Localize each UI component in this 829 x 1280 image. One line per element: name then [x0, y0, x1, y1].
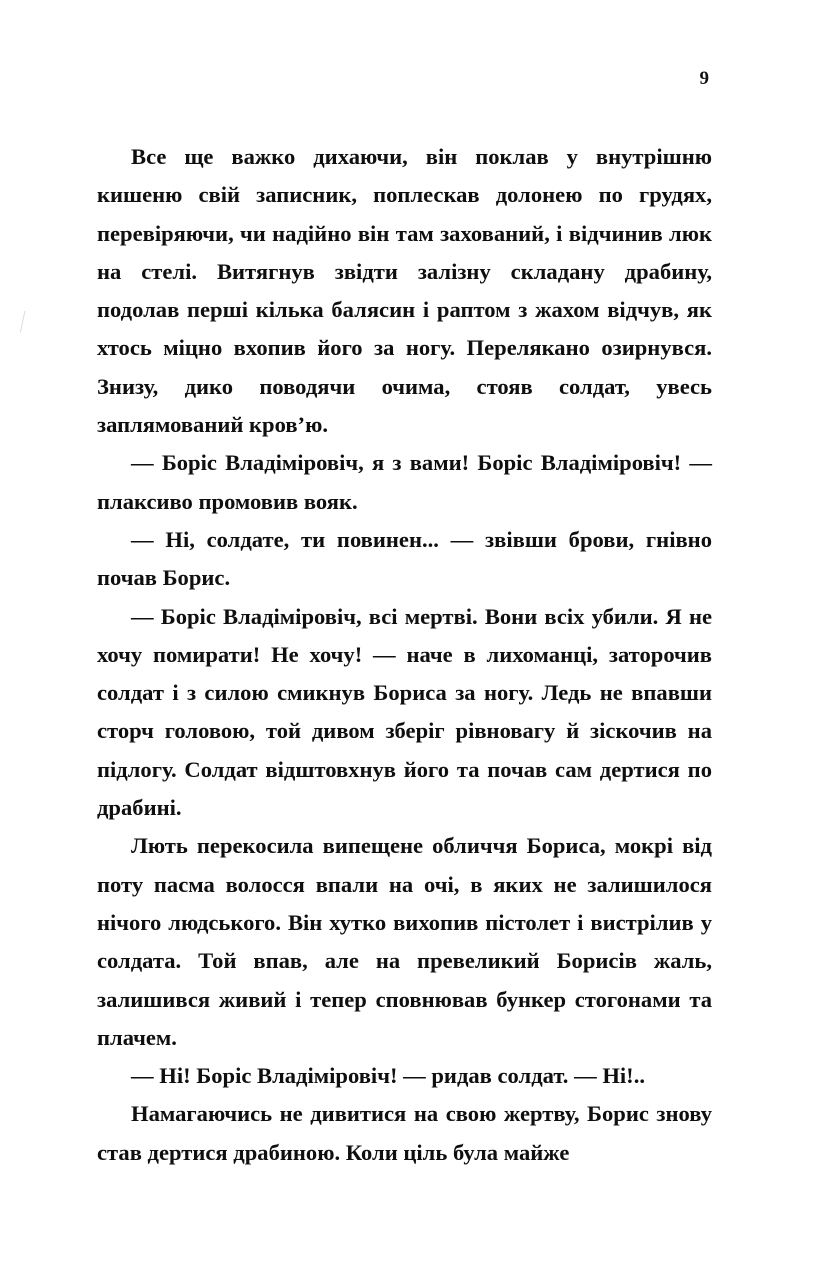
paragraph: Намагаючись не дивитися на свою жертву, Борис знову став дертися драбиною. Коли ціль була майже: [97, 1101, 712, 1165]
page-text-body: [97, 138, 712, 1172]
paragraph: — Боріс Владіміровіч, всі мертві. Вони всіх убили. Я не хочу помирати! Не хочу! — наче в лихоманці, заторочив солдат і з силою смикнув Бориса за ногу. Ледь не впавши сторч головою, той дивом зберіг рівновагу й зіскочив на підлогу. Солдат відштовхнув його та почав сам дертися по драбині.: [97, 603, 712, 821]
margin-pencil-mark: [20, 311, 37, 335]
paragraph: — Ні! Боріс Владіміровіч! — ридав солдат. — Ні!..: [131, 1063, 645, 1089]
paragraph: — Ні, солдате, ти повинен... — звівши брови, гнівно почав Борис.: [97, 526, 712, 591]
page-number: 9: [699, 68, 709, 89]
paragraph: — Боріс Владіміровіч, я з вами! Боріс Владіміровіч! — плаксиво промовив вояк.: [97, 450, 712, 514]
paragraph: Все ще важко дихаючи, він поклав у внутрішню кишеню свій записник, поплескав долонею по грудях, перевіряючи, чи надійно він там захований, і відчинив люк на стелі. Витягнув звідти залізну складану драбину, подолав перші кілька балясин і раптом з жахом відчув, як хтось міцно вхопив його за ногу. Перелякано озирнувся. Знизу, дико поводячи очима, стояв солдат, увесь заплямований кров’ю.: [97, 144, 712, 438]
paragraph: Лють перекосила випещене обличчя Бориса, мокрі від поту пасма волосся впали на очі, в яких не залишилося нічого людського. Він хутко вихопив пістолет і вистрілив у солдата. Той впав, але на превеликий Борисів жаль, залишився живий і тепер сповнював бункер стогонами та плачем.: [97, 833, 712, 1050]
